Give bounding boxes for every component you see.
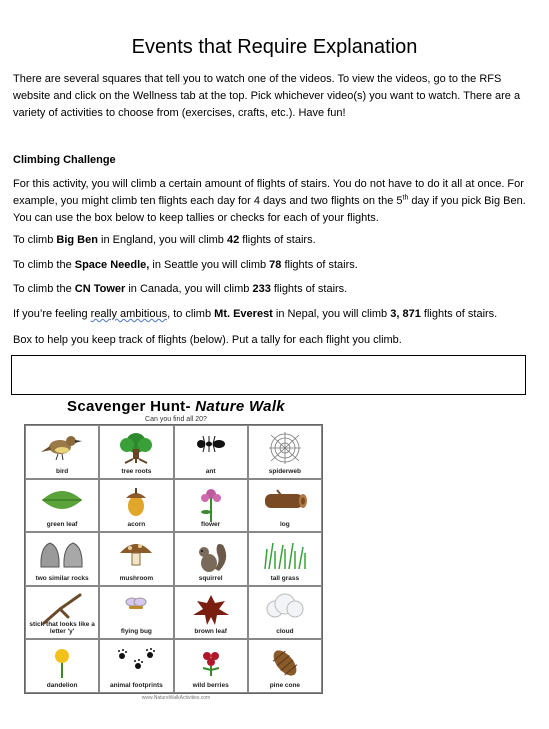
hunt-item [248, 639, 322, 693]
hunt-credit: www.NatureWalkActivities.com [141, 695, 211, 701]
hunt-item-label: pine cone [269, 681, 301, 689]
hunt-item-label: animal footprints [110, 681, 163, 689]
hunt-item [99, 479, 173, 533]
hunt-item [25, 639, 99, 693]
hunt-item [174, 532, 248, 586]
hunt-item-label: acorn [127, 521, 146, 529]
hunt-item-label: bird [55, 467, 69, 475]
intro-paragraph: There are several squares that tell you to watch one of the videos. To view the videos, go to the RFS website and click on the Wellness tab at the top. Pick whichever video(s) you want to watch. There are a variety of activities to choose from (exercises, crafts, etc.). Have fun! [13, 73, 521, 119]
climb-line-space-needle: To climb the Space Needle, in Seattle you will climb 78 flights of stairs. [13, 259, 358, 271]
hunt-title: Scavenger Hunt- Nature Walk [67, 398, 285, 415]
hunt-item-label: tree roots [121, 467, 152, 475]
activity-paragraph [13, 176, 535, 227]
hunt-item [99, 639, 173, 693]
hunt-item [248, 586, 322, 640]
hunt-item [25, 425, 99, 479]
hunt-item-label: stick that looks like a letter 'y' [29, 621, 95, 636]
landmark: Space Needle, [74, 259, 150, 271]
hunt-item [99, 425, 173, 479]
hunt-item-label: wild berries [192, 681, 229, 689]
hunt-item-label: log [280, 521, 290, 529]
spellcheck-underlined-text: really ambitious [90, 308, 168, 320]
hunt-item [174, 639, 248, 693]
hunt-item [248, 532, 322, 586]
hunt-item [25, 479, 99, 533]
activity-superscript: th [402, 194, 409, 202]
hunt-item [248, 479, 322, 533]
activity-text-a: For this activity, you will climb a certain amount of flights of stairs. You do not have to do it all at once. For example, you might climb ten flights each day for 4 days and two flights on the 5 [13, 178, 524, 207]
scavenger-hunt-sheet [24, 398, 328, 701]
hunt-item [25, 586, 99, 640]
hunt-grid [24, 424, 323, 694]
landmark: Big Ben [56, 234, 98, 246]
hunt-item-label: brown leaf [194, 628, 227, 636]
hunt-item [174, 479, 248, 533]
hunt-item-label: tall grass [270, 574, 300, 582]
page-title: Events that Require Explanation [131, 36, 418, 58]
hunt-item-label: dandelion [46, 681, 78, 689]
hunt-item-label: flower [201, 521, 221, 529]
flight-count: 3, 871 [390, 308, 421, 320]
hunt-item-label: two similar rocks [35, 574, 89, 582]
activity-text-b: day if you pick Big Ben. You can use the box below to keep tallies or checks for each of your flights. [13, 195, 526, 224]
hunt-item-label: spiderweb [268, 467, 301, 475]
flight-count: 42 [226, 234, 240, 246]
flight-count: 233 [252, 283, 271, 295]
climb-line-mt-everest: If you’re feeling really ambitious, to climb Mt. Everest in Nepal, you will climb 3, 871 flights of stairs. [13, 308, 498, 320]
hunt-item-label: green leaf [46, 521, 78, 529]
flight-count: 78 [269, 259, 282, 271]
hunt-item [99, 586, 173, 640]
hunt-item [99, 532, 173, 586]
hunt-item-label: mushroom [119, 574, 154, 582]
landmark: Mt. Everest [214, 308, 273, 320]
hunt-item-label: cloud [276, 628, 294, 636]
hunt-item-label: ant [205, 467, 216, 475]
hunt-item-label: flying bug [120, 628, 152, 636]
hunt-subtitle: Can you find all 20? [145, 416, 207, 423]
hunt-item [248, 425, 322, 479]
hunt-item [174, 586, 248, 640]
section-heading: Climbing Challenge [13, 154, 116, 166]
landmark: CN Tower [74, 283, 126, 295]
hunt-item-label: squirrel [198, 574, 223, 582]
climb-line-big-ben: To climb Big Ben in England, you will climb 42 flights of stairs. [13, 234, 316, 246]
tally-box[interactable] [11, 355, 526, 395]
hunt-item [25, 532, 99, 586]
tally-instruction: Box to help you keep track of flights (below). Put a tally for each flight you climb. [13, 334, 402, 346]
hunt-item [174, 425, 248, 479]
climb-line-cn-tower: To climb the CN Tower in Canada, you will climb 233 flights of stairs. [13, 283, 348, 295]
